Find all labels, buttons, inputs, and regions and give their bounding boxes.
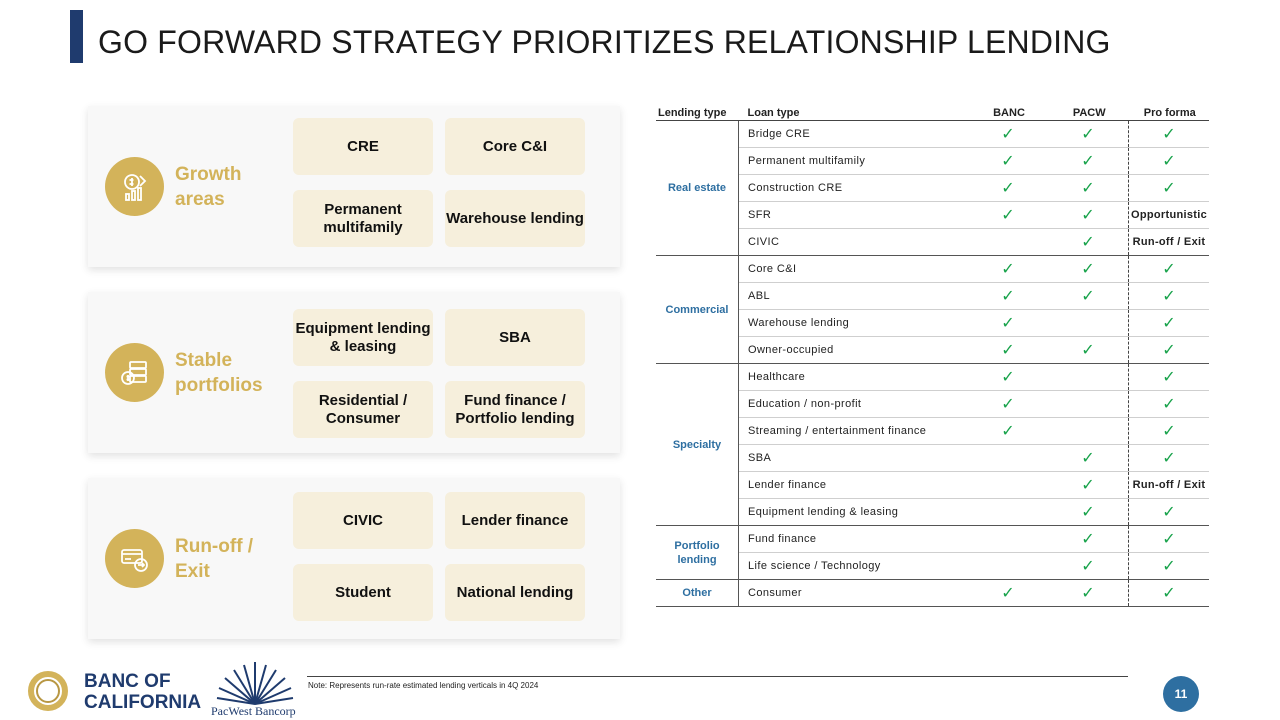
lending-cell: Fund finance / Portfolio lending <box>445 381 585 438</box>
table-row <box>656 445 1209 472</box>
pro-forma-cell: ✓ <box>1129 283 1210 310</box>
banc-check-cell <box>968 499 1048 526</box>
pro-forma-cell: ✓ <box>1129 364 1210 391</box>
pacw-check-cell: ✓ <box>1048 175 1129 202</box>
pro-forma-cell: ✓ <box>1129 445 1210 472</box>
lending-cell: Permanent multifamily <box>293 190 433 247</box>
pro-forma-cell: ✓ <box>1129 121 1210 148</box>
banc-check-cell: ✓ <box>968 283 1048 310</box>
loan-type-cell: Healthcare <box>739 364 969 391</box>
loan-type-cell: Lender finance <box>739 472 969 499</box>
page-number: 11 <box>1163 676 1199 712</box>
banc-check-cell: ✓ <box>968 202 1048 229</box>
table-row <box>656 364 1209 391</box>
header-banc: BANC <box>968 106 1048 121</box>
pro-forma-cell: ✓ <box>1129 553 1210 580</box>
panel-growth-areas <box>88 106 620 267</box>
pro-forma-cell: ✓ <box>1129 310 1210 337</box>
table-row <box>656 202 1209 229</box>
loan-type-cell: SFR <box>739 202 969 229</box>
banc-check-cell <box>968 553 1048 580</box>
banc-check-cell: ✓ <box>968 148 1048 175</box>
title-accent-bar <box>70 10 83 63</box>
panel-run-off-exit <box>88 478 620 639</box>
pro-forma-cell: ✓ <box>1129 391 1210 418</box>
loan-type-cell: SBA <box>739 445 969 472</box>
pro-forma-cell: Opportunistic <box>1129 202 1210 229</box>
lending-type-cell: Portfolio lending <box>656 526 739 580</box>
pacw-check-cell: ✓ <box>1048 337 1129 364</box>
banc-check-cell <box>968 445 1048 472</box>
pro-forma-cell: ✓ <box>1129 580 1210 607</box>
loan-type-cell: Bridge CRE <box>739 121 969 148</box>
loan-type-cell: Education / non-profit <box>739 391 969 418</box>
loan-type-cell: Permanent multifamily <box>739 148 969 175</box>
pacwest-logo-icon <box>216 660 294 706</box>
banc-check-cell: ✓ <box>968 175 1048 202</box>
logo-line-2: CALIFORNIA <box>84 692 202 713</box>
header-pro-forma: Pro forma <box>1129 106 1210 121</box>
lending-type-cell: Commercial <box>656 256 739 364</box>
pro-forma-cell: ✓ <box>1129 148 1210 175</box>
loan-type-cell: Life science / Technology <box>739 553 969 580</box>
pacw-check-cell: ✓ <box>1048 526 1129 553</box>
table-row <box>656 526 1209 553</box>
lending-table <box>656 106 1209 607</box>
table-row <box>656 148 1209 175</box>
banc-check-cell <box>968 526 1048 553</box>
lending-cell: SBA <box>445 309 585 366</box>
footnote: Note: Represents run-rate estimated lending verticals in 4Q 2024 <box>308 681 539 690</box>
loan-type-cell: CIVIC <box>739 229 969 256</box>
table-row <box>656 256 1209 283</box>
pacw-check-cell: ✓ <box>1048 283 1129 310</box>
table-row <box>656 499 1209 526</box>
lending-cell: National lending <box>445 564 585 621</box>
pacw-check-cell <box>1048 364 1129 391</box>
table-header-row <box>656 106 1209 121</box>
lending-type-cell: Specialty <box>656 364 739 526</box>
lending-cell: Lender finance <box>445 492 585 549</box>
lending-cell: Residential / Consumer <box>293 381 433 438</box>
header-lending-type: Lending type <box>656 106 739 121</box>
pacw-check-cell: ✓ <box>1048 202 1129 229</box>
lending-cell: CIVIC <box>293 492 433 549</box>
header-pacw: PACW <box>1048 106 1129 121</box>
money-growth-icon <box>105 157 164 216</box>
table-row <box>656 472 1209 499</box>
panel-label: Run-off / Exit <box>175 536 254 582</box>
header-loan-type: Loan type <box>739 106 969 121</box>
table-row <box>656 229 1209 256</box>
loan-type-cell: Streaming / entertainment finance <box>739 418 969 445</box>
pacw-check-cell: ✓ <box>1048 256 1129 283</box>
banc-check-cell: ✓ <box>968 580 1048 607</box>
banc-of-california-logo-icon <box>26 669 70 713</box>
pacw-check-cell: ✓ <box>1048 553 1129 580</box>
pacw-check-cell: ✓ <box>1048 148 1129 175</box>
lending-cell: Core C&I <box>445 118 585 175</box>
pacw-check-cell: ✓ <box>1048 580 1129 607</box>
loan-type-cell: Warehouse lending <box>739 310 969 337</box>
banc-logo-text <box>84 671 201 713</box>
lending-cell: Warehouse lending <box>445 190 585 247</box>
pacw-check-cell <box>1048 418 1129 445</box>
banc-check-cell <box>968 229 1048 256</box>
banc-check-cell: ✓ <box>968 121 1048 148</box>
pacw-check-cell: ✓ <box>1048 499 1129 526</box>
pro-forma-cell: ✓ <box>1129 526 1210 553</box>
pacw-check-cell: ✓ <box>1048 229 1129 256</box>
table-row <box>656 283 1209 310</box>
pacw-check-cell <box>1048 310 1129 337</box>
table-row <box>656 391 1209 418</box>
lending-type-cell: Real estate <box>656 121 739 256</box>
loan-type-cell: Fund finance <box>739 526 969 553</box>
banc-check-cell: ✓ <box>968 418 1048 445</box>
banc-check-cell: ✓ <box>968 310 1048 337</box>
loan-type-cell: Owner-occupied <box>739 337 969 364</box>
lending-cell: CRE <box>293 118 433 175</box>
lending-cell: Equipment lending & leasing <box>293 309 433 366</box>
banc-check-cell <box>968 472 1048 499</box>
panel-label: Stable portfolios <box>175 350 263 396</box>
lending-cell: Student <box>293 564 433 621</box>
pacwest-logo-text: PacWest Bancorp <box>211 704 296 718</box>
table-row <box>656 418 1209 445</box>
cash-stack-icon <box>105 343 164 402</box>
pro-forma-cell: ✓ <box>1129 175 1210 202</box>
table-row <box>656 337 1209 364</box>
table-row <box>656 580 1209 607</box>
pacw-check-cell: ✓ <box>1048 121 1129 148</box>
table-row <box>656 121 1209 148</box>
lending-type-cell: Other <box>656 580 739 607</box>
pro-forma-cell: ✓ <box>1129 337 1210 364</box>
pro-forma-cell: Run-off / Exit <box>1129 229 1210 256</box>
loan-type-cell: Core C&I <box>739 256 969 283</box>
footnote-divider <box>307 676 1128 677</box>
pro-forma-cell: ✓ <box>1129 418 1210 445</box>
table-row <box>656 310 1209 337</box>
page-title: GO FORWARD STRATEGY PRIORITIZES RELATIONSHIP LENDING <box>98 24 1111 60</box>
loan-type-cell: Construction CRE <box>739 175 969 202</box>
card-exit-icon <box>105 529 164 588</box>
banc-check-cell: ✓ <box>968 337 1048 364</box>
panel-stable-portfolios <box>88 292 620 453</box>
loan-type-cell: ABL <box>739 283 969 310</box>
table-row <box>656 553 1209 580</box>
loan-type-cell: Consumer <box>739 580 969 607</box>
pro-forma-cell: ✓ <box>1129 499 1210 526</box>
pacw-check-cell <box>1048 391 1129 418</box>
banc-check-cell: ✓ <box>968 256 1048 283</box>
logo-line-1: BANC OF <box>84 671 171 692</box>
banc-check-cell: ✓ <box>968 364 1048 391</box>
pacw-check-cell: ✓ <box>1048 472 1129 499</box>
pro-forma-cell: Run-off / Exit <box>1129 472 1210 499</box>
pacw-check-cell: ✓ <box>1048 445 1129 472</box>
loan-type-cell: Equipment lending & leasing <box>739 499 969 526</box>
banc-check-cell: ✓ <box>968 391 1048 418</box>
panel-label: Growth areas <box>175 164 242 210</box>
pro-forma-cell: ✓ <box>1129 256 1210 283</box>
table-row <box>656 175 1209 202</box>
